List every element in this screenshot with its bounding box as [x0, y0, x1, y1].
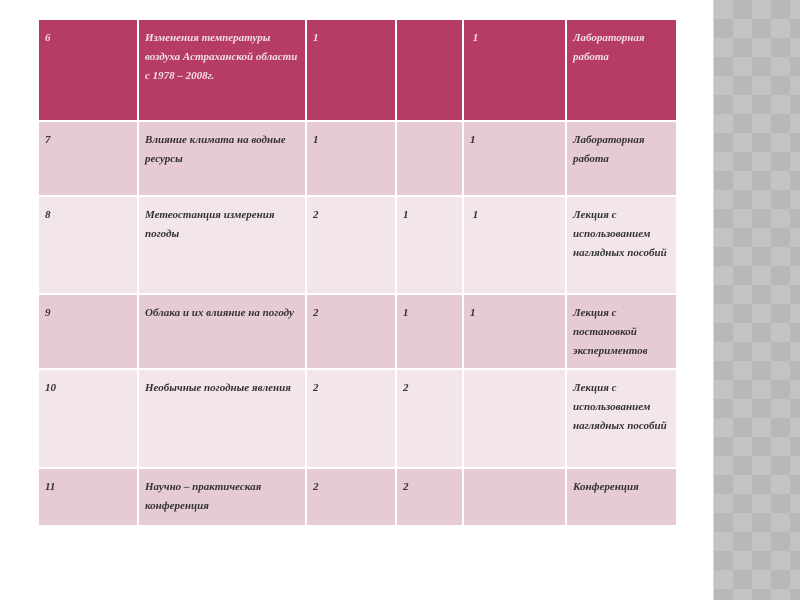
cell-hours-theory	[396, 121, 463, 196]
table-row	[38, 369, 677, 468]
cell-number: 8	[38, 196, 138, 294]
table-row	[38, 19, 677, 121]
decorative-side-panel	[713, 0, 800, 600]
cell-lesson-form: Лекция с постановкой экспериментов	[566, 294, 677, 369]
cell-topic: Изменения температуры воздуха Астраханской области с 1978 – 2008г.	[138, 19, 306, 121]
cell-number: 9	[38, 294, 138, 369]
cell-hours-total: 1	[306, 19, 396, 121]
lesson-plan-table	[37, 18, 678, 527]
cell-topic: Метеостанция измерения погоды	[138, 196, 306, 294]
cell-hours-theory: 1	[396, 294, 463, 369]
cell-topic: Облака и их влияние на погоду	[138, 294, 306, 369]
table-row	[38, 468, 677, 526]
cell-hours-practice	[463, 369, 566, 468]
cell-topic: Научно – практическая конференция	[138, 468, 306, 526]
cell-lesson-form: Лекция с использованием наглядных пособий	[566, 369, 677, 468]
table-row	[38, 196, 677, 294]
cell-hours-total: 1	[306, 121, 396, 196]
cell-lesson-form: Лекция с использованием наглядных пособий	[566, 196, 677, 294]
cell-hours-theory	[396, 19, 463, 121]
cell-hours-total: 2	[306, 294, 396, 369]
cell-hours-total: 2	[306, 196, 396, 294]
cell-hours-total: 2	[306, 369, 396, 468]
cell-topic: Влияние климата на водные ресурсы	[138, 121, 306, 196]
cell-hours-theory: 1	[396, 196, 463, 294]
cell-lesson-form: Конференция	[566, 468, 677, 526]
cell-topic: Необычные погодные явления	[138, 369, 306, 468]
cell-number: 7	[38, 121, 138, 196]
cell-hours-theory: 2	[396, 369, 463, 468]
cell-lesson-form: Лабораторная работа	[566, 19, 677, 121]
cell-hours-practice	[463, 468, 566, 526]
cell-hours-total: 2	[306, 468, 396, 526]
cell-number: 6	[38, 19, 138, 121]
table-row	[38, 121, 677, 196]
cell-hours-practice: 1	[463, 196, 566, 294]
cell-number: 10	[38, 369, 138, 468]
cell-hours-practice: 1	[463, 19, 566, 121]
cell-hours-practice: 1	[463, 121, 566, 196]
cell-lesson-form: Лабораторная работа	[566, 121, 677, 196]
cell-number: 11	[38, 468, 138, 526]
cell-hours-practice: 1	[463, 294, 566, 369]
cell-hours-theory: 2	[396, 468, 463, 526]
table-row	[38, 294, 677, 369]
